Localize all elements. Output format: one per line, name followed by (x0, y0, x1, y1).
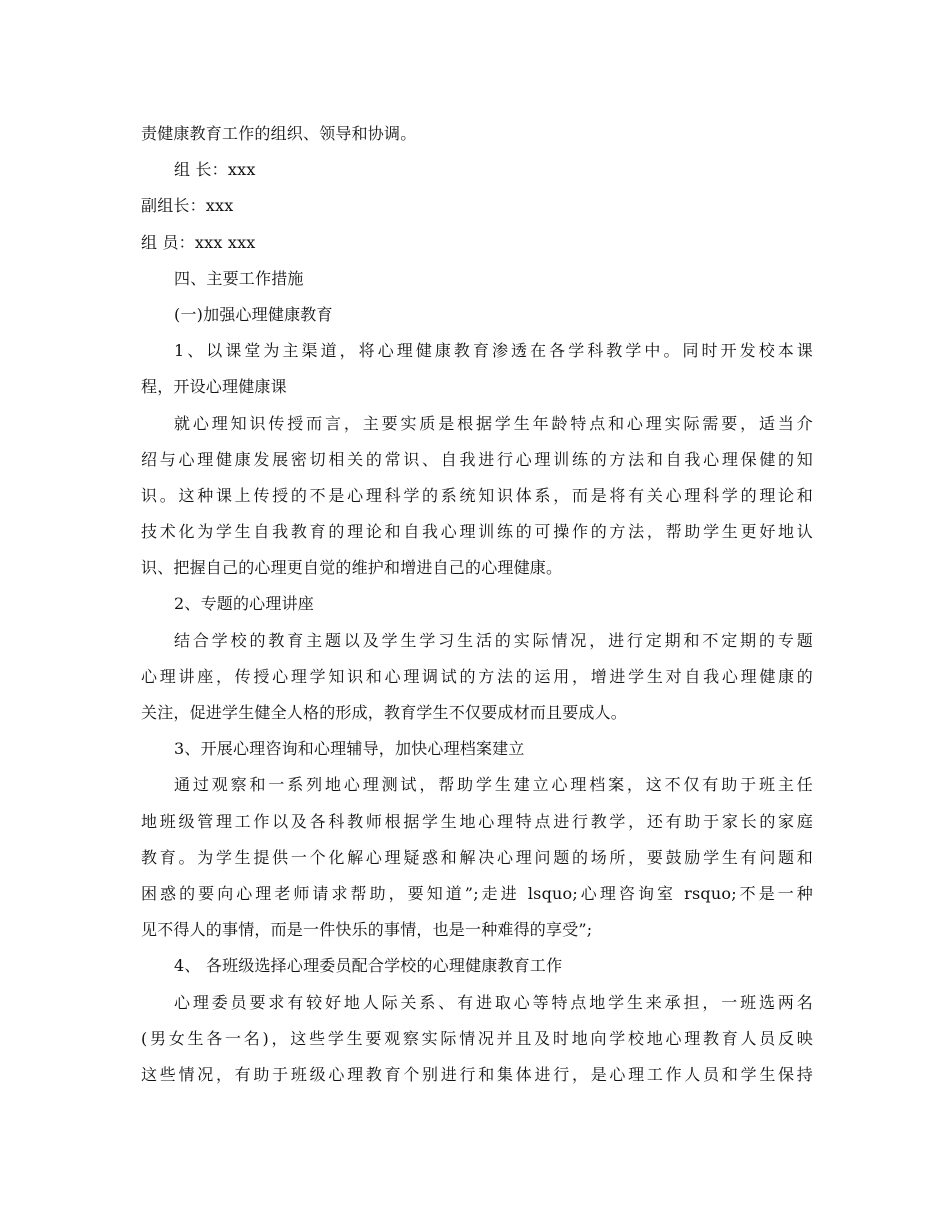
section-heading: 四、主要工作措施 (174, 268, 304, 288)
leader-line: 组 长：xxx (174, 160, 256, 180)
paragraph-line: 关注，促进学生健全人格的形成，教育学生不仅要成材而且要成人。 (141, 703, 628, 722)
paragraph-line: 地班级管理工作以及各科教师根据学生地心理特点进行教学，还有助于家长的家庭 (141, 811, 813, 831)
item-heading-line: 2、专题的心理讲座 (174, 594, 314, 614)
document-body (141, 116, 813, 1093)
paragraph-line: 教育。为学生提供一个化解心理疑惑和解决心理问题的场所，要鼓励学生有问题和 (141, 847, 813, 867)
paragraph-line: 见不得人的事情，而是一件快乐的事情，也是一种难得的享受”; (141, 920, 593, 940)
item-heading-line: 程，开设心理健康课 (141, 377, 287, 397)
subsection-heading: (一)加强心理健康教育 (174, 304, 333, 324)
paragraph-line: 这些情况，有助于班级心理教育个别进行和集体进行，是心理工作人员和学生保持 (141, 1064, 813, 1084)
paragraph-line: 责健康教育工作的组织、领导和协调。 (141, 124, 417, 143)
paragraph-line: (男女生各一名)，这些学生要观察实际情况并且及时地向学校地心理教育人员反映 (141, 1028, 813, 1048)
paragraph-line: 绍与心理健康发展密切相关的常识、自我进行心理训练的方法和自我心理保健的知 (141, 449, 813, 469)
members-line: 组 员：xxx xxx (141, 232, 256, 252)
paragraph-line: 识。这种课上传授的不是心理科学的系统知识体系，而是将有关心理科学的理论和 (141, 485, 813, 505)
paragraph-line: 就心理知识传授而言，主要实质是根据学生年龄特点和心理实际需要，适当介 (174, 413, 813, 433)
paragraph-line: 识、把握自己的心理更自觉的维护和增进自己的心理健康。 (141, 558, 563, 578)
paragraph-line: 技术化为学生自我教育的理论和自我心理训练的可操作的方法，帮助学生更好地认 (141, 522, 813, 542)
item-heading-line: 1、以课堂为主渠道，将心理健康教育渗透在各学科教学中。同时开发校本课 (174, 341, 813, 361)
paragraph-line: 心理讲座，传授心理学知识和心理调试的方法的运用，增进学生对自我心理健康的 (141, 666, 813, 686)
item-heading-line: 4、 各班级选择心理委员配合学校的心理健康教育工作 (174, 956, 563, 976)
deputy-leader-line: 副组长：xxx (141, 196, 234, 216)
paragraph-line: 心理委员要求有较好地人际关系、有进取心等特点地学生来承担，一班选两名 (174, 992, 813, 1012)
item-heading-line: 3、开展心理咨询和心理辅导，加快心理档案建立 (174, 739, 525, 759)
paragraph-line: 困惑的要向心理老师请求帮助，要知道”;走进 lsquo;心理咨询室 rsquo;不是一种 (141, 883, 813, 903)
paragraph-line: 通过观察和一系列地心理测试，帮助学生建立心理档案，这不仅有助于班主任 (174, 775, 813, 795)
paragraph-line: 结合学校的教育主题以及学生学习生活的实际情况，进行定期和不定期的专题 (174, 630, 813, 650)
